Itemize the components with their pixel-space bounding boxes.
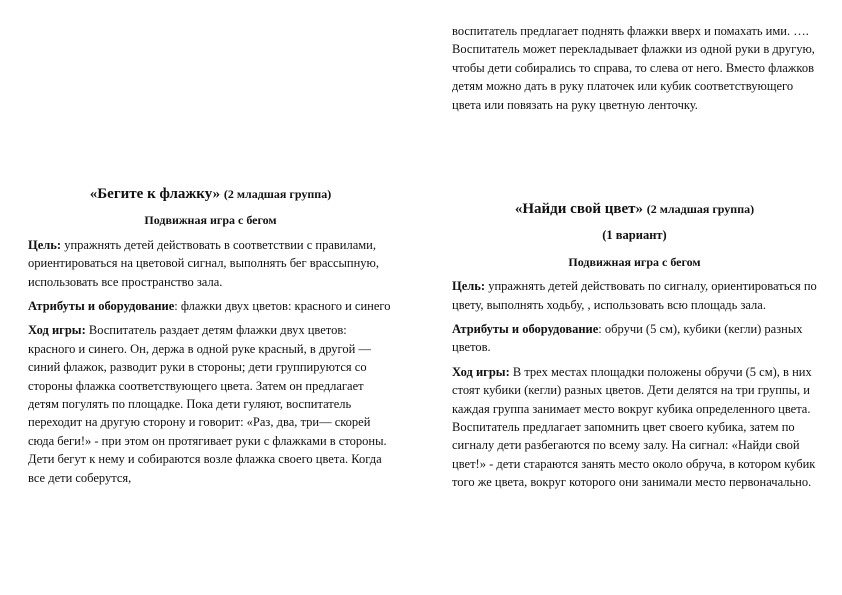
game1-goal-text: упражнять детей действовать в соответствии с правилами, ориентироваться на цветовой сигнал, выполнять бег врассыпную, использовать все пространство зала. (28, 237, 380, 289)
game1-goal-label: Цель: (28, 237, 62, 252)
game1-attrs-text: : флажки двух цветов: красного и синего (174, 299, 391, 314)
game2-subtitle: Подвижная игра с бегом (568, 254, 701, 269)
game1-attributes (28, 297, 393, 315)
game1-section (28, 185, 393, 493)
continuation-paragraph: воспитатель предлагает поднять флажки вверх и помахать ими. …. Воспитатель может перекладывает флажки из одной руки в другую, чтобы дети собирались то справа, то слева от него. Вместо флажков детям можно дать в руку платочек или кубик соответствующего цвета или повязать на руку цветную ленточку. (452, 24, 815, 112)
game2-title-text: «Найди свой цвет» (514, 201, 643, 217)
game2-progress-text: В трех местах площадки положены обручи (5 см), в них стоят кубики (кегли) разных цветов. Дети делятся на три группы, и каждая группа занимает место вокруг кубика определенного цвета. Воспитатель предлагает запомнить цвет своего кубика, затем по сигналу дети разбегаются по всему залу. На сигнал: «Найди свой цвет!» - дети стараются занять место около обруча, в котором кубик того же цвета, вокруг которого они занимали место первоначально. (452, 364, 816, 490)
game1-title-text: «Бегите к флажку» (89, 186, 221, 202)
game1-attrs-label: Атрибуты и оборудование (28, 299, 175, 314)
game2-variant: (1 вариант) (602, 228, 667, 243)
game1-group: (2 младшая группа) (223, 187, 332, 201)
game1-progress (28, 321, 393, 487)
game2-goal-text: упражнять детей действовать по сигналу, ориентироваться по цвету, выполнять ходьбу, , использовать всю площадь зала. (452, 279, 817, 312)
game2-progress-label: Ход игры: (452, 364, 510, 379)
game2-attributes (452, 320, 817, 357)
game1-subtitle: Подвижная игра с бегом (144, 213, 277, 228)
game1-goal (28, 236, 393, 291)
right-continuation-block (452, 22, 817, 120)
game1-progress-text: Воспитатель раздает детям флажки двух цветов: красного и синего. Он, держа в одной руке красный, в другой — синий флажок, разводит руки в стороны; дети группируются со стороны флажка соответствующего цвета. Затем он предлагает детям погулять по площадке. Пока дети гуляют, воспитатель переходит на другую сторону и говорит: «Раз, два, три— скорей сюда беги!» - при этом он протягивает руки с флажками в стороны. Дети бегут к нему и собираются возле флажка своего цвета. Когда все дети соберутся, (28, 323, 387, 485)
game2-section (452, 200, 817, 498)
game2-attrs-label: Атрибуты и оборудование (452, 322, 599, 337)
game2-title (452, 200, 817, 218)
game1-title (28, 185, 393, 203)
game2-group: (2 младшая группа) (646, 202, 755, 216)
game2-goal-label: Цель: (452, 279, 486, 294)
game2-progress (452, 363, 817, 492)
game1-progress-label: Ход игры: (28, 323, 86, 338)
game2-goal (452, 277, 817, 314)
game2-attrs-text: : обручи (5 см), кубики (кегли) разных цветов. (452, 322, 803, 355)
